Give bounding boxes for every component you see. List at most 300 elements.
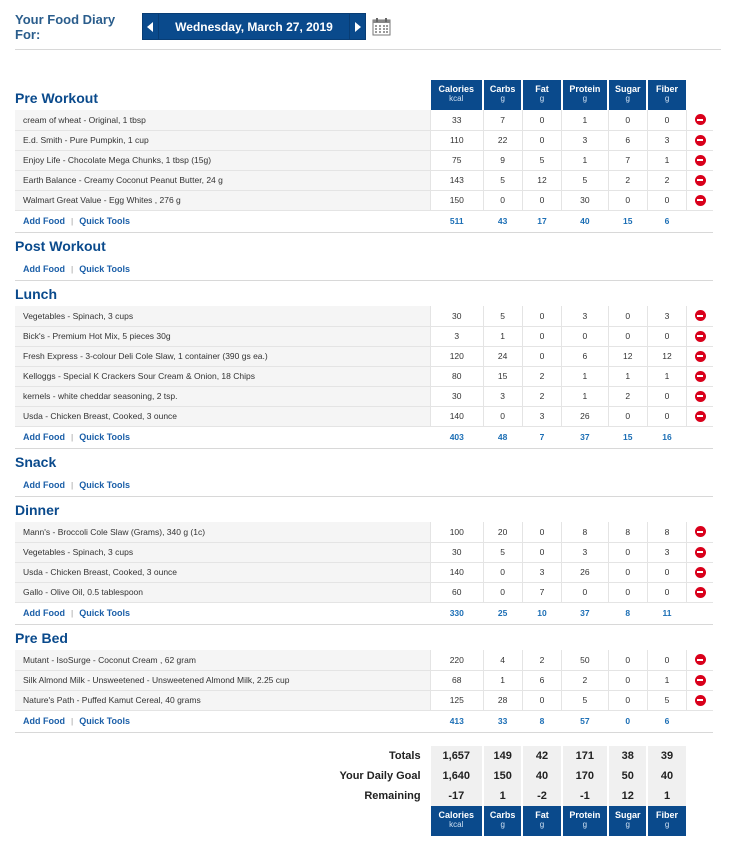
food-fiber: 0	[647, 326, 686, 346]
meal-total-fat: 8	[522, 710, 561, 732]
meal-links	[15, 602, 431, 624]
meal-total-protein: 57	[562, 710, 608, 732]
food-carbs: 3	[483, 386, 522, 406]
next-day-button[interactable]	[349, 13, 366, 40]
add-food-link[interactable]: Add Food	[23, 216, 65, 226]
food-calories: 125	[431, 690, 483, 710]
food-name[interactable]: Walmart Great Value - Egg Whites , 276 g	[15, 190, 431, 210]
delete-icon[interactable]	[695, 547, 706, 558]
food-sugar: 7	[608, 150, 647, 170]
column-header-name: Calories	[438, 810, 475, 820]
summary-goal-protein: 170	[562, 766, 608, 786]
empty-cell	[431, 448, 483, 474]
food-row	[15, 170, 713, 190]
food-row	[15, 130, 713, 150]
food-protein: 26	[562, 406, 608, 426]
meal-total-carbs	[483, 258, 522, 280]
delete-icon[interactable]	[695, 411, 706, 422]
food-calories: 60	[431, 582, 483, 602]
food-carbs: 1	[483, 670, 522, 690]
delete-icon[interactable]	[695, 371, 706, 382]
food-row	[15, 366, 713, 386]
food-sugar: 12	[608, 346, 647, 366]
food-row	[15, 522, 713, 542]
meal-total-carbs: 48	[483, 426, 522, 448]
food-name[interactable]: Usda - Chicken Breast, Cooked, 3 ounce	[15, 406, 431, 426]
food-row	[15, 690, 713, 710]
meal-total-fat: 7	[522, 426, 561, 448]
meal-totals-row	[15, 258, 713, 280]
meal-totals-row	[15, 210, 713, 232]
spacer-row	[15, 732, 713, 746]
food-protein: 5	[562, 690, 608, 710]
empty-cell	[431, 232, 483, 258]
meal-title: Post Workout	[15, 238, 106, 254]
food-row	[15, 190, 713, 210]
food-fat: 2	[522, 386, 561, 406]
column-header-unit: g	[582, 820, 588, 829]
meal-totals-row	[15, 710, 713, 732]
column-header-name: Fiber	[656, 84, 679, 94]
food-fiber: 5	[647, 690, 686, 710]
food-row	[15, 670, 713, 690]
column-header-name: Fat	[535, 84, 549, 94]
delete-cell	[687, 670, 713, 690]
empty-cell	[687, 426, 713, 448]
spacer-cell	[15, 732, 713, 746]
food-protein: 5	[562, 170, 608, 190]
add-food-link[interactable]: Add Food	[23, 716, 65, 726]
link-separator: |	[71, 479, 74, 490]
summary-goal-carbs: 150	[483, 766, 522, 786]
food-calories: 220	[431, 650, 483, 670]
empty-cell	[483, 280, 522, 306]
meal-total-sugar: 15	[608, 426, 647, 448]
food-calories: 140	[431, 562, 483, 582]
column-header-calories	[431, 806, 483, 836]
food-name[interactable]: Fresh Express - 3-colour Deli Cole Slaw, 1 container (390 gs ea.)	[15, 346, 431, 366]
food-sugar: 0	[608, 306, 647, 326]
food-fat: 3	[522, 562, 561, 582]
meal-links	[15, 710, 431, 732]
meal-header-row	[15, 624, 713, 650]
meal-total-protein: 37	[562, 602, 608, 624]
delete-icon[interactable]	[695, 310, 706, 321]
column-header-name: Protein	[569, 810, 601, 820]
food-fat: 7	[522, 582, 561, 602]
food-name[interactable]: Mutant - IsoSurge - Coconut Cream , 62 gram	[15, 650, 431, 670]
header-blank-cell	[687, 806, 713, 836]
meal-links	[15, 258, 431, 280]
empty-cell	[687, 746, 713, 766]
summary-totals-sugar: 38	[608, 746, 647, 766]
food-fat: 0	[522, 690, 561, 710]
column-header-unit: g	[539, 94, 545, 103]
food-carbs: 5	[483, 170, 522, 190]
food-carbs: 24	[483, 346, 522, 366]
summary-remaining-fat: -2	[522, 786, 561, 806]
meal-total-sugar: 8	[608, 602, 647, 624]
food-name[interactable]: cream of wheat - Original, 1 tbsp	[15, 110, 431, 130]
summary-goal-fiber: 40	[647, 766, 686, 786]
food-carbs: 5	[483, 542, 522, 562]
column-header-unit: kcal	[449, 820, 464, 829]
empty-cell	[687, 258, 713, 280]
food-carbs: 15	[483, 366, 522, 386]
column-header-name: Carbs	[489, 84, 516, 94]
delete-cell	[687, 542, 713, 562]
empty-cell	[687, 710, 713, 732]
meal-total-calories	[431, 474, 483, 496]
delete-cell	[687, 170, 713, 190]
summary-goal-sugar: 50	[608, 766, 647, 786]
quick-tools-link[interactable]: Quick Tools	[79, 716, 131, 726]
delete-cell	[687, 650, 713, 670]
food-calories: 3	[431, 326, 483, 346]
food-name[interactable]: E.d. Smith - Pure Pumpkin, 1 cup	[15, 130, 431, 150]
summary-remaining-fiber: 1	[647, 786, 686, 806]
food-name[interactable]: Earth Balance - Creamy Coconut Peanut Butter, 24 g	[15, 170, 431, 190]
food-row	[15, 306, 713, 326]
meal-total-protein: 40	[562, 210, 608, 232]
delete-icon[interactable]	[695, 175, 706, 186]
previous-day-button[interactable]	[142, 13, 159, 40]
food-fat: 2	[522, 366, 561, 386]
empty-cell	[522, 624, 561, 650]
food-protein: 1	[562, 110, 608, 130]
food-fiber: 0	[647, 406, 686, 426]
food-fiber: 1	[647, 366, 686, 386]
food-calories: 140	[431, 406, 483, 426]
summary-remaining-protein: -1	[562, 786, 608, 806]
empty-cell	[687, 624, 713, 650]
food-calories: 33	[431, 110, 483, 130]
delete-icon[interactable]	[695, 567, 706, 578]
empty-cell	[431, 280, 483, 306]
delete-cell	[687, 582, 713, 602]
food-fat: 0	[522, 346, 561, 366]
delete-cell	[687, 522, 713, 542]
delete-cell	[687, 562, 713, 582]
arrow-right-icon	[354, 22, 361, 32]
delete-cell	[687, 110, 713, 130]
food-sugar: 0	[608, 670, 647, 690]
food-calories: 100	[431, 522, 483, 542]
meal-total-calories	[431, 258, 483, 280]
delete-cell	[687, 130, 713, 150]
quick-tools-link[interactable]: Quick Tools	[79, 608, 131, 618]
empty-cell	[483, 232, 522, 258]
add-food-link[interactable]: Add Food	[23, 432, 65, 442]
summary-remaining-carbs: 1	[483, 786, 522, 806]
empty-cell	[522, 496, 561, 522]
food-fiber: 8	[647, 522, 686, 542]
meal-title: Lunch	[15, 286, 57, 302]
food-protein: 3	[562, 130, 608, 150]
date-navigator	[142, 13, 366, 40]
food-sugar: 0	[608, 406, 647, 426]
food-calories: 30	[431, 306, 483, 326]
delete-cell	[687, 346, 713, 366]
delete-icon[interactable]	[695, 114, 706, 125]
food-sugar: 0	[608, 542, 647, 562]
food-diary	[15, 80, 713, 836]
summary-totals-protein: 171	[562, 746, 608, 766]
quick-tools-link[interactable]: Quick Tools	[79, 216, 131, 226]
food-fiber: 0	[647, 386, 686, 406]
meal-total-sugar	[608, 258, 647, 280]
meal-links	[15, 474, 431, 496]
delete-icon[interactable]	[695, 391, 706, 402]
meal-total-fiber	[647, 258, 686, 280]
meal-header-row	[15, 448, 713, 474]
empty-cell	[687, 496, 713, 522]
column-header-fat	[522, 80, 561, 110]
delete-icon[interactable]	[695, 654, 706, 665]
food-fat: 5	[522, 150, 561, 170]
food-fiber: 1	[647, 150, 686, 170]
food-name[interactable]: Mann's - Broccoli Cole Slaw (Grams), 340 g (1c)	[15, 522, 431, 542]
arrow-left-icon	[147, 22, 154, 32]
meal-total-protein: 37	[562, 426, 608, 448]
column-header-protein	[562, 806, 608, 836]
empty-cell	[483, 448, 522, 474]
food-carbs: 4	[483, 650, 522, 670]
food-fiber: 0	[647, 190, 686, 210]
link-separator: |	[71, 716, 74, 726]
empty-cell	[483, 496, 522, 522]
delete-icon[interactable]	[695, 155, 706, 166]
food-sugar: 0	[608, 190, 647, 210]
summary-row-totals	[15, 746, 713, 766]
delete-icon[interactable]	[695, 195, 706, 206]
delete-cell	[687, 190, 713, 210]
empty-cell	[562, 624, 608, 650]
meal-total-fiber: 16	[647, 426, 686, 448]
meal-total-calories: 511	[431, 210, 483, 232]
column-header-carbs	[483, 806, 522, 836]
column-header-unit: g	[625, 94, 630, 103]
food-fiber: 0	[647, 582, 686, 602]
food-protein: 2	[562, 670, 608, 690]
empty-cell	[522, 280, 561, 306]
food-protein: 0	[562, 326, 608, 346]
column-header-name: Fat	[535, 810, 549, 820]
meal-total-calories: 403	[431, 426, 483, 448]
meal-title: Pre Workout	[15, 90, 98, 106]
empty-cell	[522, 232, 561, 258]
food-calories: 150	[431, 190, 483, 210]
meal-total-fiber: 11	[647, 602, 686, 624]
food-carbs: 0	[483, 190, 522, 210]
food-name[interactable]: Vegetables - Spinach, 3 cups	[15, 542, 431, 562]
food-fiber: 3	[647, 542, 686, 562]
food-name[interactable]: Vegetables - Spinach, 3 cups	[15, 306, 431, 326]
column-header-unit: kcal	[449, 94, 464, 103]
meal-total-fat	[522, 258, 561, 280]
header-divider	[15, 49, 721, 50]
food-sugar: 8	[608, 522, 647, 542]
food-name[interactable]: Usda - Chicken Breast, Cooked, 3 ounce	[15, 562, 431, 582]
food-diary-table	[15, 80, 713, 836]
empty-cell	[608, 496, 647, 522]
summary-totals-fat: 42	[522, 746, 561, 766]
delete-icon[interactable]	[695, 526, 706, 537]
meal-total-fiber	[647, 474, 686, 496]
calendar-icon[interactable]	[372, 17, 391, 36]
delete-icon[interactable]	[695, 587, 706, 598]
food-fat: 0	[522, 190, 561, 210]
empty-cell	[647, 280, 686, 306]
food-name[interactable]: Silk Almond Milk - Unsweetened - Unsweetened Almond Milk, 2.25 cup	[15, 670, 431, 690]
current-date: Wednesday, March 27, 2019	[159, 13, 349, 40]
delete-cell	[687, 366, 713, 386]
delete-icon[interactable]	[695, 331, 706, 342]
food-name[interactable]: kernels - white cheddar seasoning, 2 tsp.	[15, 386, 431, 406]
empty-cell	[687, 602, 713, 624]
food-protein: 1	[562, 386, 608, 406]
food-name[interactable]: Gallo - Olive Oil, 0.5 tablespoon	[15, 582, 431, 602]
column-header-unit: g	[664, 94, 670, 103]
food-sugar: 0	[608, 562, 647, 582]
column-header-name: Calories	[438, 84, 475, 94]
meal-total-fat: 17	[522, 210, 561, 232]
delete-cell	[687, 406, 713, 426]
add-food-link[interactable]: Add Food	[23, 263, 65, 274]
meal-links	[15, 426, 431, 448]
food-sugar: 0	[608, 690, 647, 710]
delete-icon[interactable]	[695, 135, 706, 146]
column-header-unit: g	[539, 820, 545, 829]
empty-cell	[647, 496, 686, 522]
food-sugar: 2	[608, 170, 647, 190]
food-fat: 6	[522, 670, 561, 690]
food-carbs: 20	[483, 522, 522, 542]
food-fiber: 1	[647, 670, 686, 690]
column-header-unit: g	[582, 94, 588, 103]
link-separator: |	[71, 216, 74, 226]
summary-remaining-calories: -17	[431, 786, 483, 806]
food-carbs: 22	[483, 130, 522, 150]
column-header-fat	[522, 806, 561, 836]
column-header-unit: g	[664, 820, 670, 829]
food-row	[15, 346, 713, 366]
add-food-link[interactable]: Add Food	[23, 608, 65, 618]
meal-total-fat	[522, 474, 561, 496]
meal-total-calories: 330	[431, 602, 483, 624]
summary-row-goal	[15, 766, 713, 786]
diary-header	[15, 13, 391, 40]
food-fat: 0	[522, 110, 561, 130]
meal-totals-row	[15, 426, 713, 448]
empty-cell	[608, 232, 647, 258]
summary-totals-carbs: 149	[483, 746, 522, 766]
column-header-name: Protein	[569, 84, 601, 94]
add-food-link[interactable]: Add Food	[23, 479, 65, 490]
meal-totals-row	[15, 474, 713, 496]
meal-total-sugar: 15	[608, 210, 647, 232]
food-name[interactable]: Nature's Path - Puffed Kamut Cereal, 40 grams	[15, 690, 431, 710]
empty-cell	[15, 806, 431, 836]
column-header-sugar	[608, 806, 647, 836]
column-header-unit: g	[500, 94, 505, 103]
meal-total-carbs: 33	[483, 710, 522, 732]
delete-cell	[687, 306, 713, 326]
meal-total-protein	[562, 474, 608, 496]
delete-cell	[687, 326, 713, 346]
column-header-calories	[431, 80, 483, 110]
food-row	[15, 386, 713, 406]
delete-icon[interactable]	[695, 675, 706, 686]
food-protein: 1	[562, 366, 608, 386]
meal-total-sugar	[608, 474, 647, 496]
summary-row-remaining	[15, 786, 713, 806]
meal-total-calories: 413	[431, 710, 483, 732]
delete-icon[interactable]	[695, 695, 706, 706]
food-fat: 0	[522, 542, 561, 562]
food-carbs: 0	[483, 406, 522, 426]
summary-remaining-sugar: 12	[608, 786, 647, 806]
food-protein: 6	[562, 346, 608, 366]
column-header-fiber	[647, 80, 686, 110]
food-fat: 12	[522, 170, 561, 190]
empty-cell	[562, 448, 608, 474]
empty-cell	[687, 786, 713, 806]
food-calories: 80	[431, 366, 483, 386]
food-calories: 30	[431, 542, 483, 562]
meal-total-sugar: 0	[608, 710, 647, 732]
quick-tools-link[interactable]: Quick Tools	[79, 479, 131, 490]
empty-cell	[562, 232, 608, 258]
food-protein: 1	[562, 150, 608, 170]
food-calories: 30	[431, 386, 483, 406]
meal-total-fiber: 6	[647, 210, 686, 232]
meal-header-row	[15, 80, 713, 110]
food-name[interactable]: Enjoy Life - Chocolate Mega Chunks, 1 tbsp (15g)	[15, 150, 431, 170]
food-fiber: 0	[647, 562, 686, 582]
food-carbs: 1	[483, 326, 522, 346]
empty-cell	[647, 624, 686, 650]
food-protein: 50	[562, 650, 608, 670]
column-header-name: Sugar	[614, 810, 641, 820]
summary-label-remaining: Remaining	[364, 790, 421, 802]
empty-cell	[647, 448, 686, 474]
food-protein: 3	[562, 306, 608, 326]
food-name[interactable]: Kelloggs - Special K Crackers Sour Cream & Onion, 18 Chips	[15, 366, 431, 386]
meal-totals-row	[15, 602, 713, 624]
food-sugar: 2	[608, 386, 647, 406]
empty-cell	[687, 766, 713, 786]
food-calories: 75	[431, 150, 483, 170]
food-row	[15, 562, 713, 582]
food-fiber: 3	[647, 306, 686, 326]
summary-totals-calories: 1,657	[431, 746, 483, 766]
empty-cell	[608, 448, 647, 474]
food-fiber: 3	[647, 130, 686, 150]
meal-header-row	[15, 280, 713, 306]
food-row	[15, 110, 713, 130]
food-carbs: 0	[483, 582, 522, 602]
food-name[interactable]: Bick's - Premium Hot Mix, 5 pieces 30g	[15, 326, 431, 346]
delete-icon[interactable]	[695, 351, 706, 362]
link-separator: |	[71, 432, 74, 442]
link-separator: |	[71, 608, 74, 618]
food-carbs: 5	[483, 306, 522, 326]
food-carbs: 7	[483, 110, 522, 130]
food-sugar: 0	[608, 110, 647, 130]
quick-tools-link[interactable]: Quick Tools	[79, 263, 131, 274]
quick-tools-link[interactable]: Quick Tools	[79, 432, 131, 442]
